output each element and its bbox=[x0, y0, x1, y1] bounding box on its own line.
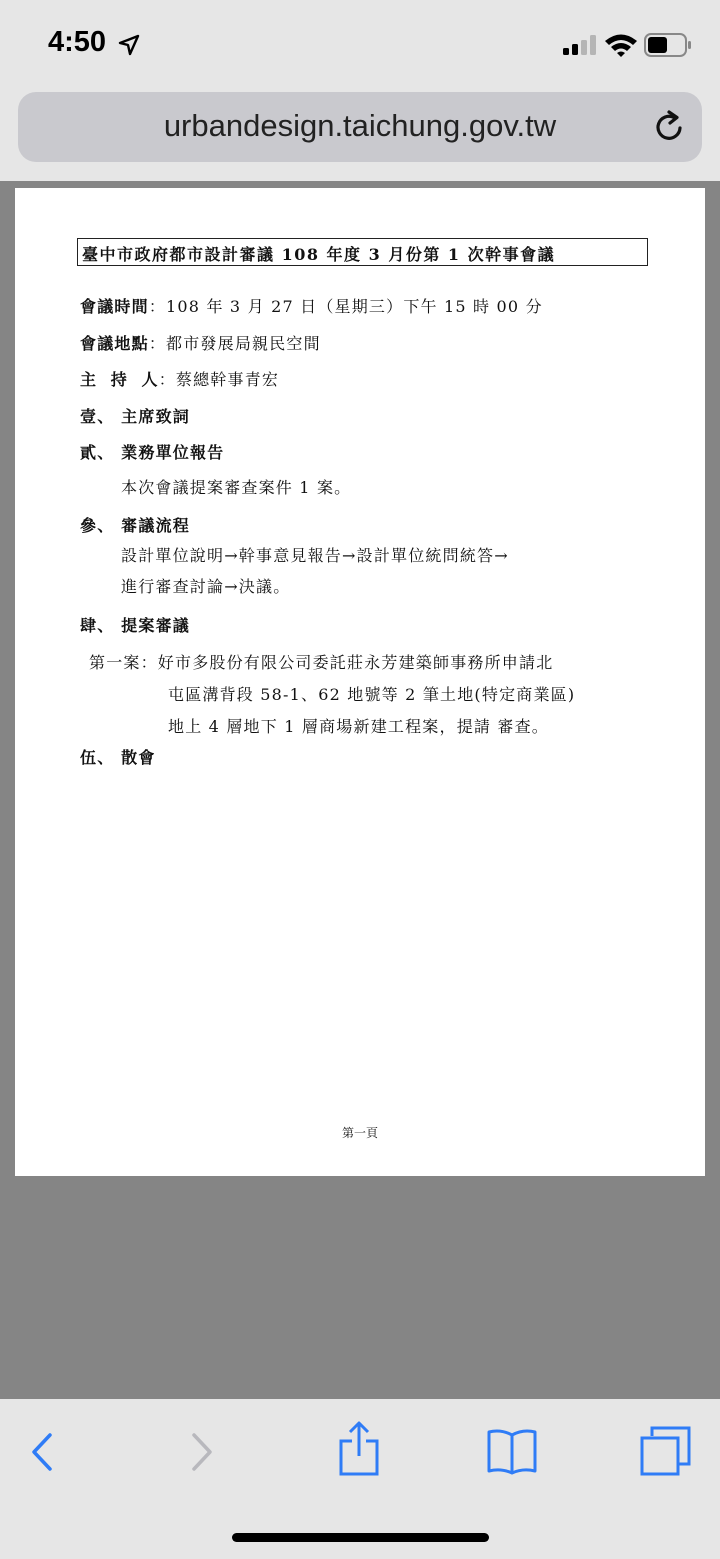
document-viewport[interactable] bbox=[0, 181, 720, 1399]
section-5-text: 伍、 散會 bbox=[80, 748, 156, 767]
case-1-line-3: 地上 4 層地下 1 層商場新建工程案，提請 審查。 bbox=[168, 717, 549, 736]
chevron-left-icon[interactable] bbox=[28, 1432, 56, 1472]
reload-icon[interactable] bbox=[650, 108, 688, 146]
section-3-body-line-2: 進行審查討論→決議。 bbox=[121, 577, 291, 596]
document-title: 臺中市政府都市設計審議 108 年度 3 月份第 1 次幹事會議 bbox=[77, 238, 648, 266]
case-1-line-2: 屯區溝背段 58-1、62 地號等 2 筆土地(特定商業區) bbox=[168, 685, 576, 704]
case-1-line-1: 第一案：好市多股份有限公司委託莊永芳建築師事務所申請北 bbox=[89, 653, 554, 672]
section-3-body-line-1: 設計單位說明→幹事意見報告→設計單位統問統答→ bbox=[121, 546, 509, 565]
section-2-heading bbox=[80, 440, 224, 463]
section-3-heading bbox=[80, 513, 190, 536]
battery-icon bbox=[644, 33, 692, 57]
meeting-place bbox=[80, 331, 321, 354]
section-4-heading bbox=[80, 613, 190, 636]
meeting-place-label: 會議地點 bbox=[80, 334, 149, 353]
section-1-heading bbox=[80, 404, 190, 427]
url-text[interactable]: urbandesign.taichung.gov.tw bbox=[163, 108, 557, 143]
chevron-right-icon[interactable] bbox=[188, 1432, 216, 1472]
section-2-text: 貳、 業務單位報告 bbox=[80, 443, 225, 462]
tabs-icon[interactable] bbox=[639, 1426, 691, 1476]
status-time: 4:50 bbox=[48, 26, 107, 58]
host-value: ：蔡總幹事青宏 bbox=[158, 370, 280, 389]
home-indicator[interactable] bbox=[232, 1533, 489, 1542]
section-2-body: 本次會議提案審查案件 1 案。 bbox=[121, 478, 352, 497]
meeting-host bbox=[80, 367, 279, 390]
cellular-signal-icon bbox=[563, 35, 597, 55]
meeting-time-value: ：108 年 3 月 27 日（星期三）下午 15 時 00 分 bbox=[148, 297, 543, 316]
section-5-heading bbox=[80, 745, 156, 768]
share-icon[interactable] bbox=[338, 1421, 380, 1477]
meeting-place-value: ：都市發展局親民空間 bbox=[148, 334, 321, 353]
section-3-text: 參、 審議流程 bbox=[80, 516, 190, 535]
section-4-text: 肆、 提案審議 bbox=[80, 616, 190, 635]
pdf-page bbox=[15, 188, 705, 1176]
location-arrow-icon bbox=[118, 34, 140, 56]
book-icon[interactable] bbox=[486, 1427, 538, 1475]
meeting-time bbox=[80, 294, 543, 317]
section-1-text: 壹、 主席致詞 bbox=[80, 407, 190, 426]
host-label: 主 持 人 bbox=[80, 370, 159, 389]
status-bar bbox=[0, 0, 720, 88]
address-bar[interactable] bbox=[18, 92, 702, 162]
page-footer: 第一頁 bbox=[341, 1126, 378, 1140]
meeting-time-label: 會議時間 bbox=[80, 297, 149, 316]
wifi-icon bbox=[604, 32, 638, 58]
